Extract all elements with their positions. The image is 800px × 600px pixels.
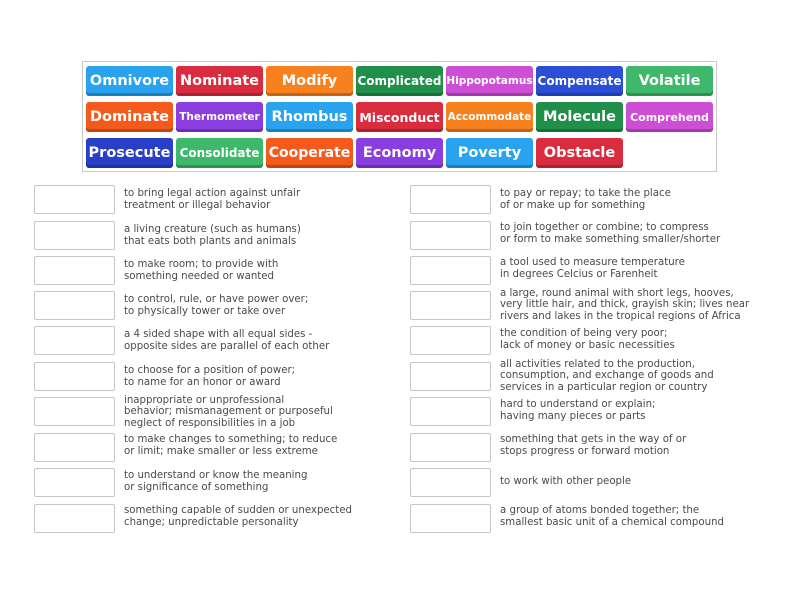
clue-left-8: to make changes to something; to reduce or limit; make smaller or less extreme [124, 433, 338, 457]
clue-left-6: to choose for a position of power; to name for an honor or award [124, 364, 296, 388]
word-tile-nominate[interactable]: Nominate [176, 66, 263, 96]
clue-right-6: all activities related to the production, consumption, and exchange of goods and services in a particular region or country [500, 358, 714, 393]
clue-left-2: a living creature (such as humans) that eats both plants and animals [124, 223, 301, 247]
clue-right-4: a large, round animal with short legs, hooves, very little hair, and thick, grayish skin; lives near rivers and lakes in the tropical regions of Africa [500, 287, 750, 322]
word-bank [82, 61, 717, 172]
word-tile-compensate[interactable]: Compensate [536, 66, 623, 96]
word-tile-molecule[interactable]: Molecule [536, 102, 623, 132]
word-tile-obstacle[interactable]: Obstacle [536, 138, 623, 168]
drop-slot-right-5[interactable] [410, 326, 491, 355]
clue-right-1: to pay or repay; to take the place of or make up for something [500, 187, 671, 211]
clue-right-9: to work with other people [500, 475, 632, 487]
drop-slot-right-6[interactable] [410, 362, 491, 391]
clue-right-3: a tool used to measure temperature in degrees Celcius or Farenheit [500, 256, 685, 280]
word-tile-dominate[interactable]: Dominate [86, 102, 173, 132]
word-tile-thermometer[interactable]: Thermometer [176, 102, 263, 132]
drop-slot-left-10[interactable] [34, 504, 115, 533]
drop-slot-right-4[interactable] [410, 291, 491, 320]
clue-left-5: a 4 sided shape with all equal sides - opposite sides are parallel of each other [124, 328, 330, 352]
clue-left-3: to make room; to provide with something needed or wanted [124, 258, 279, 282]
clue-right-10: a group of atoms bonded together; the smallest basic unit of a chemical compound [500, 504, 724, 528]
clue-right-7: hard to understand or explain; having many pieces or parts [500, 398, 656, 422]
clue-left-9: to understand or know the meaning or significance of something [124, 469, 308, 493]
drop-slot-left-9[interactable] [34, 468, 115, 497]
word-tile-hippopotamus[interactable]: Hippopotamus [446, 66, 533, 96]
drop-slot-left-8[interactable] [34, 433, 115, 462]
drop-slot-left-5[interactable] [34, 326, 115, 355]
word-tile-modify[interactable]: Modify [266, 66, 353, 96]
drop-slot-left-7[interactable] [34, 397, 115, 426]
drop-slot-left-3[interactable] [34, 256, 115, 285]
clue-left-1: to bring legal action against unfair treatment or illegal behavior [124, 187, 301, 211]
clue-left-10: something capable of sudden or unexpected change; unpredictable personality [124, 504, 353, 528]
word-tile-accommodate[interactable]: Accommodate [446, 102, 533, 132]
word-tile-poverty[interactable]: Poverty [446, 138, 533, 168]
word-tile-consolidate[interactable]: Consolidate [176, 138, 263, 168]
word-tile-volatile[interactable]: Volatile [626, 66, 713, 96]
drop-slot-right-8[interactable] [410, 433, 491, 462]
word-tile-comprehend[interactable]: Comprehend [626, 102, 713, 132]
clue-left-7: inappropriate or unprofessional behavior; mismanagement or purposeful neglect of responsibilities in a job [124, 394, 333, 429]
word-tile-cooperate[interactable]: Cooperate [266, 138, 353, 168]
drop-slot-left-2[interactable] [34, 221, 115, 250]
clue-right-5: the condition of being very poor; lack of money or basic necessities [500, 327, 675, 351]
drop-slot-right-9[interactable] [410, 468, 491, 497]
drop-slot-left-4[interactable] [34, 291, 115, 320]
word-tile-prosecute[interactable]: Prosecute [86, 138, 173, 168]
drop-slot-right-7[interactable] [410, 397, 491, 426]
word-tile-omnivore[interactable]: Omnivore [86, 66, 173, 96]
clue-right-8: something that gets in the way of or stops progress or forward motion [500, 433, 687, 457]
word-tile-rhombus[interactable]: Rhombus [266, 102, 353, 132]
drop-slot-left-1[interactable] [34, 185, 115, 214]
word-tile-complicated[interactable]: Complicated [356, 66, 443, 96]
word-tile-economy[interactable]: Economy [356, 138, 443, 168]
drop-slot-right-3[interactable] [410, 256, 491, 285]
word-tile-misconduct[interactable]: Misconduct [356, 102, 443, 132]
clue-left-4: to control, rule, or have power over; to physically tower or take over [124, 293, 309, 317]
drop-slot-left-6[interactable] [34, 362, 115, 391]
drop-slot-right-2[interactable] [410, 221, 491, 250]
clue-right-2: to join together or combine; to compress or form to make something smaller/shorter [500, 221, 721, 245]
drop-slot-right-1[interactable] [410, 185, 491, 214]
drop-slot-right-10[interactable] [410, 504, 491, 533]
